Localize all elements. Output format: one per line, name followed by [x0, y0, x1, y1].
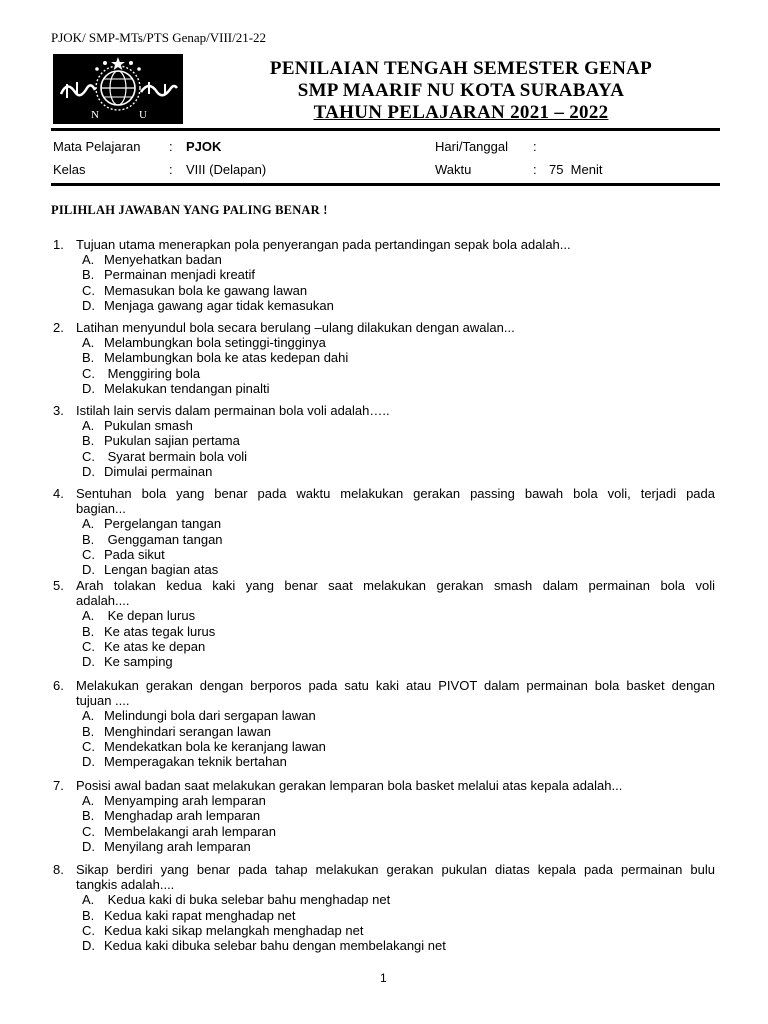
option-letter: B.: [82, 267, 95, 283]
logo-letter-u: U: [139, 109, 147, 121]
question-text: tangkis adalah....: [76, 877, 175, 893]
option-text: Ke atas ke depan: [104, 638, 206, 654]
option-text: Mendekatkan bola ke keranjang lawan: [104, 738, 326, 754]
option-text: Melakukan tendangan pinalti: [104, 380, 270, 396]
option-letter: A.: [82, 252, 95, 268]
option-letter: A.: [82, 418, 95, 434]
option-text: Syarat bermain bola voli: [104, 448, 248, 464]
option-letter: C.: [82, 638, 95, 654]
option-letter: C.: [82, 738, 95, 754]
question-text: tujuan ....: [76, 693, 130, 709]
logo-letter-n: N: [91, 109, 99, 121]
document-code: PJOK/ SMP-MTs/PTS Genap/VIII/21-22: [51, 30, 267, 45]
option-text: Genggaman tangan: [104, 531, 223, 547]
time-label: Waktu: [435, 162, 472, 177]
question-text: Sikap berdiri yang benar pada tahap melakukan gerakan pukulan diatas kepala pada permainan bulu: [76, 862, 715, 877]
question-number: 8.: [53, 862, 64, 877]
option-letter: A.: [82, 335, 95, 351]
exam-info: [51, 132, 720, 182]
option-letter: B.: [82, 808, 95, 824]
option-text: Kedua kaki di buka selebar bahu menghadap net: [104, 892, 391, 908]
option-letter: D.: [82, 380, 95, 396]
question-text: Sentuhan bola yang benar pada waktu melakukan gerakan passing bawah bola voli, terjadi pada: [76, 486, 715, 501]
instruction: PILIHLAH JAWABAN YANG PALING BENAR !: [51, 203, 328, 217]
option-text: Membelakangi arah lemparan: [104, 823, 276, 839]
option-letter: B.: [82, 350, 95, 366]
option-text: Ke samping: [104, 654, 173, 669]
day-label: Hari/Tanggal: [435, 139, 508, 154]
option-letter: C.: [82, 282, 95, 298]
question-text: Istilah lain servis dalam permainan bola voli adalah…..: [76, 403, 390, 418]
question-number: 4.: [53, 486, 64, 501]
option-text: Lengan bagian atas: [104, 562, 219, 577]
header-rule-top: [51, 128, 720, 131]
option-letter: C.: [82, 823, 95, 839]
question-text: bagian...: [76, 501, 126, 517]
option-text: Menyehatkan badan: [104, 252, 222, 268]
time-colon: :: [533, 162, 537, 177]
question-text: Posisi awal badan saat melakukan gerakan lemparan bola basket melalui atas kepala adalah...: [76, 778, 623, 793]
option-letter: B.: [82, 433, 95, 449]
question-text: Arah tolakan kedua kaki yang benar saat melakukan gerakan smash dalam permainan bola voli: [76, 578, 715, 593]
option-letter: C.: [82, 922, 95, 938]
option-text: Menggiring bola: [104, 365, 201, 381]
option-letter: B.: [82, 623, 95, 639]
exam-header: [51, 52, 721, 128]
option-letter: C.: [82, 448, 95, 464]
page-number: 1: [380, 971, 387, 985]
option-text: Memasukan bola ke gawang lawan: [104, 282, 308, 298]
option-text: Menyilang arah lemparan: [104, 838, 251, 854]
option-text: Dimulai permainan: [104, 463, 213, 479]
day-colon: :: [533, 139, 537, 154]
option-letter: D.: [82, 297, 95, 313]
academic-year: TAHUN PELAJARAN 2021 – 2022: [313, 102, 609, 123]
option-letter: A.: [82, 793, 95, 809]
option-text: Menghindari serangan lawan: [104, 723, 271, 739]
option-text: Menghadap arah lemparan: [104, 808, 261, 824]
header-rule-bottom: [51, 183, 720, 186]
option-text: Melindungi bola dari sergapan lawan: [104, 708, 316, 724]
question-text: adalah....: [76, 593, 130, 609]
nu-logo-icon: [53, 54, 183, 124]
option-letter: B.: [82, 531, 95, 547]
school-name: SMP MAARIF NU KOTA SURABAYA: [297, 80, 625, 101]
option-text: Menyamping arah lemparan: [104, 793, 266, 809]
time-value: 75 Menit: [549, 162, 603, 177]
class-colon: :: [169, 162, 173, 177]
option-text: Ke atas tegak lurus: [104, 623, 216, 639]
question-number: 7.: [53, 778, 64, 793]
question-number: 3.: [53, 403, 64, 418]
option-letter: D.: [82, 562, 95, 577]
class-value: VIII (Delapan): [186, 162, 267, 177]
option-letter: B.: [82, 907, 95, 923]
option-text: Kedua kaki rapat menghadap net: [104, 907, 296, 923]
option-text: Pukulan smash: [104, 418, 193, 434]
option-letter: D.: [82, 463, 95, 479]
subject-value: PJOK: [186, 139, 222, 154]
option-text: Melambungkan bola ke atas kedepan dahi: [104, 350, 349, 366]
question-number: 6.: [53, 678, 64, 693]
question-number: 5.: [53, 578, 64, 593]
option-letter: A.: [82, 608, 95, 624]
option-text: Kedua kaki sikap melangkah menghadap net: [104, 922, 364, 938]
option-letter: A.: [82, 516, 95, 532]
option-text: Memperagakan teknik bertahan: [104, 754, 287, 769]
option-letter: D.: [82, 838, 95, 854]
option-letter: D.: [82, 754, 95, 769]
subject-label: Mata Pelajaran: [53, 139, 141, 154]
option-letter: D.: [82, 654, 95, 669]
option-letter: C.: [82, 365, 95, 381]
option-text: Menjaga gawang agar tidak kemasukan: [104, 297, 334, 313]
option-text: Pada sikut: [104, 546, 165, 562]
option-letter: B.: [82, 723, 95, 739]
option-letter: C.: [82, 546, 95, 562]
option-letter: A.: [82, 892, 95, 908]
option-text: Kedua kaki dibuka selebar bahu dengan membelakangi net: [104, 938, 446, 953]
question-number: 2.: [53, 320, 64, 335]
subject-colon: :: [169, 139, 173, 154]
question-number: 1.: [53, 237, 64, 252]
option-text: Pukulan sajian pertama: [104, 433, 240, 449]
question-text: Latihan menyundul bola secara berulang –ulang dilakukan dengan awalan...: [76, 320, 515, 335]
option-text: Pergelangan tangan: [104, 516, 222, 532]
option-letter: D.: [82, 938, 95, 953]
option-text: Permainan menjadi kreatif: [104, 267, 256, 283]
option-text: Melambungkan bola setinggi-tingginya: [104, 335, 326, 351]
school-titles: [201, 58, 721, 124]
option-text: Ke depan lurus: [104, 608, 196, 624]
question-text: Tujuan utama menerapkan pola penyerangan pada pertandingan sepak bola adalah...: [76, 237, 571, 252]
class-label: Kelas: [53, 162, 86, 177]
question-text: Melakukan gerakan dengan berporos pada satu kaki atau PIVOT dalam permainan bola basket dengan: [76, 678, 715, 693]
option-letter: A.: [82, 708, 95, 724]
exam-title: PENILAIAN TENGAH SEMESTER GENAP: [269, 58, 653, 79]
